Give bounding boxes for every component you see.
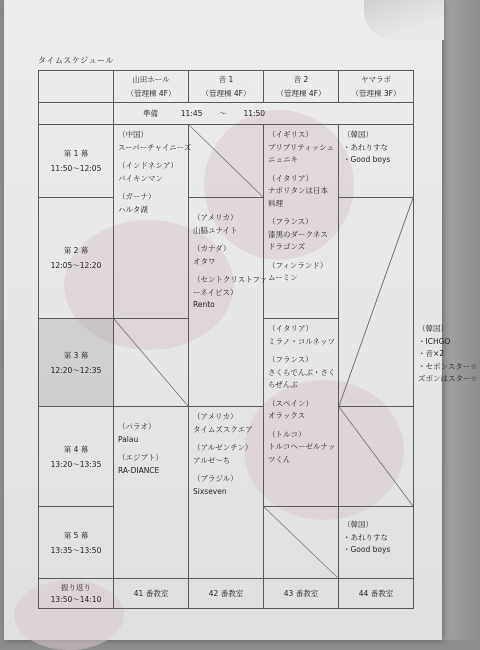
time-schedule-table [38, 70, 414, 609]
room-44: 44 番教室 [339, 579, 414, 609]
period-5: 第 5 幕 13:35〜13:50 [39, 507, 114, 579]
column-header-oto2: 音 2 （管理棟 4F） [264, 71, 339, 103]
review-period: 振り返り 13:50〜14:10 [39, 579, 114, 609]
prep-row [39, 103, 414, 125]
column-header-yamalabo: ヤマラボ （管理棟 3F） [339, 71, 414, 103]
yamalabo-slot-1: （韓国） ・あれりすな ・Good boys [339, 125, 414, 198]
room-42: 42 番教室 [189, 579, 264, 609]
oto2-slot-3-4: （イタリア） ミラノ・コルネッツ （フランス） さくらでんぶ・さく らぜんぶ （スペイン） オラックス （トルコ） トルコヘーゼルナッ ツくん [264, 319, 339, 507]
period-1: 第 1 幕 11:50〜12:05 [39, 125, 114, 198]
prep-corner [39, 103, 114, 125]
yamalabo-slot-4-empty [339, 407, 414, 507]
column-header-oto1: 音 1 （管理棟 4F） [189, 71, 264, 103]
room-41: 41 番教室 [114, 579, 189, 609]
room-43: 43 番教室 [264, 579, 339, 609]
oto1-slot-2-3: （アメリカ） 山脇ユナイト （カナダ） オタワ （セントクリストファ ーネイビス） Rento [189, 198, 264, 407]
empty-slot-slash [339, 407, 413, 506]
header-row [39, 71, 414, 103]
empty-slot-slash [339, 198, 413, 406]
empty-slot-slash [264, 507, 338, 578]
period-row-4 [39, 407, 414, 507]
yamalabo-slot-2-empty [339, 198, 414, 407]
page-curl [364, 0, 444, 40]
header-corner [39, 71, 114, 103]
column-header-yamada-hall: 山田ホール （管理棟 4F） [114, 71, 189, 103]
oto1-slot-1-empty [189, 125, 264, 198]
empty-slot-slash [189, 125, 263, 197]
yamada-hall-slot-3-empty [114, 319, 189, 407]
oto2-slot-1-2: （イギリス） ブリブリティッシュ ニュニキ （イタリア） ナポリタンは日本 料理 （フランス） 漆黒のダークネス ドラゴンズ （フィンランド） ムーミン [264, 125, 339, 319]
page-title: タイムスケジュール [38, 56, 114, 65]
oto2-slot-5-empty [264, 507, 339, 579]
yamalabo-slot-5: （韓国） ・あれりすな ・Good boys [339, 507, 414, 579]
prep-time: 準備 11:45 〜 11:50 [114, 103, 414, 125]
period-2: 第 2 幕 12:05〜12:20 [39, 198, 114, 319]
period-3: 第 3 幕 12:20〜12:35 [39, 319, 114, 407]
period-row-2 [39, 198, 414, 319]
period-4: 第 4 幕 13:20〜13:35 [39, 407, 114, 507]
empty-slot-slash [114, 319, 188, 406]
binder-edge [442, 0, 480, 640]
oto1-slot-4-5: （アメリカ） タイムズスクエア （アルゼンチン） アルゼ〜ち （ブラジル） Sixseven [189, 407, 264, 579]
yamada-hall-slot-4-5: （パラオ） Palau （エジプト） RA-DIANCE [114, 407, 189, 579]
period-row-1 [39, 125, 414, 198]
review-row [39, 579, 414, 609]
yamada-hall-slot-1-2: （中国） スーパーチャイニーズ （インドネシア） バイキンマン （ガーナ） ハルタ湖 [114, 125, 189, 319]
